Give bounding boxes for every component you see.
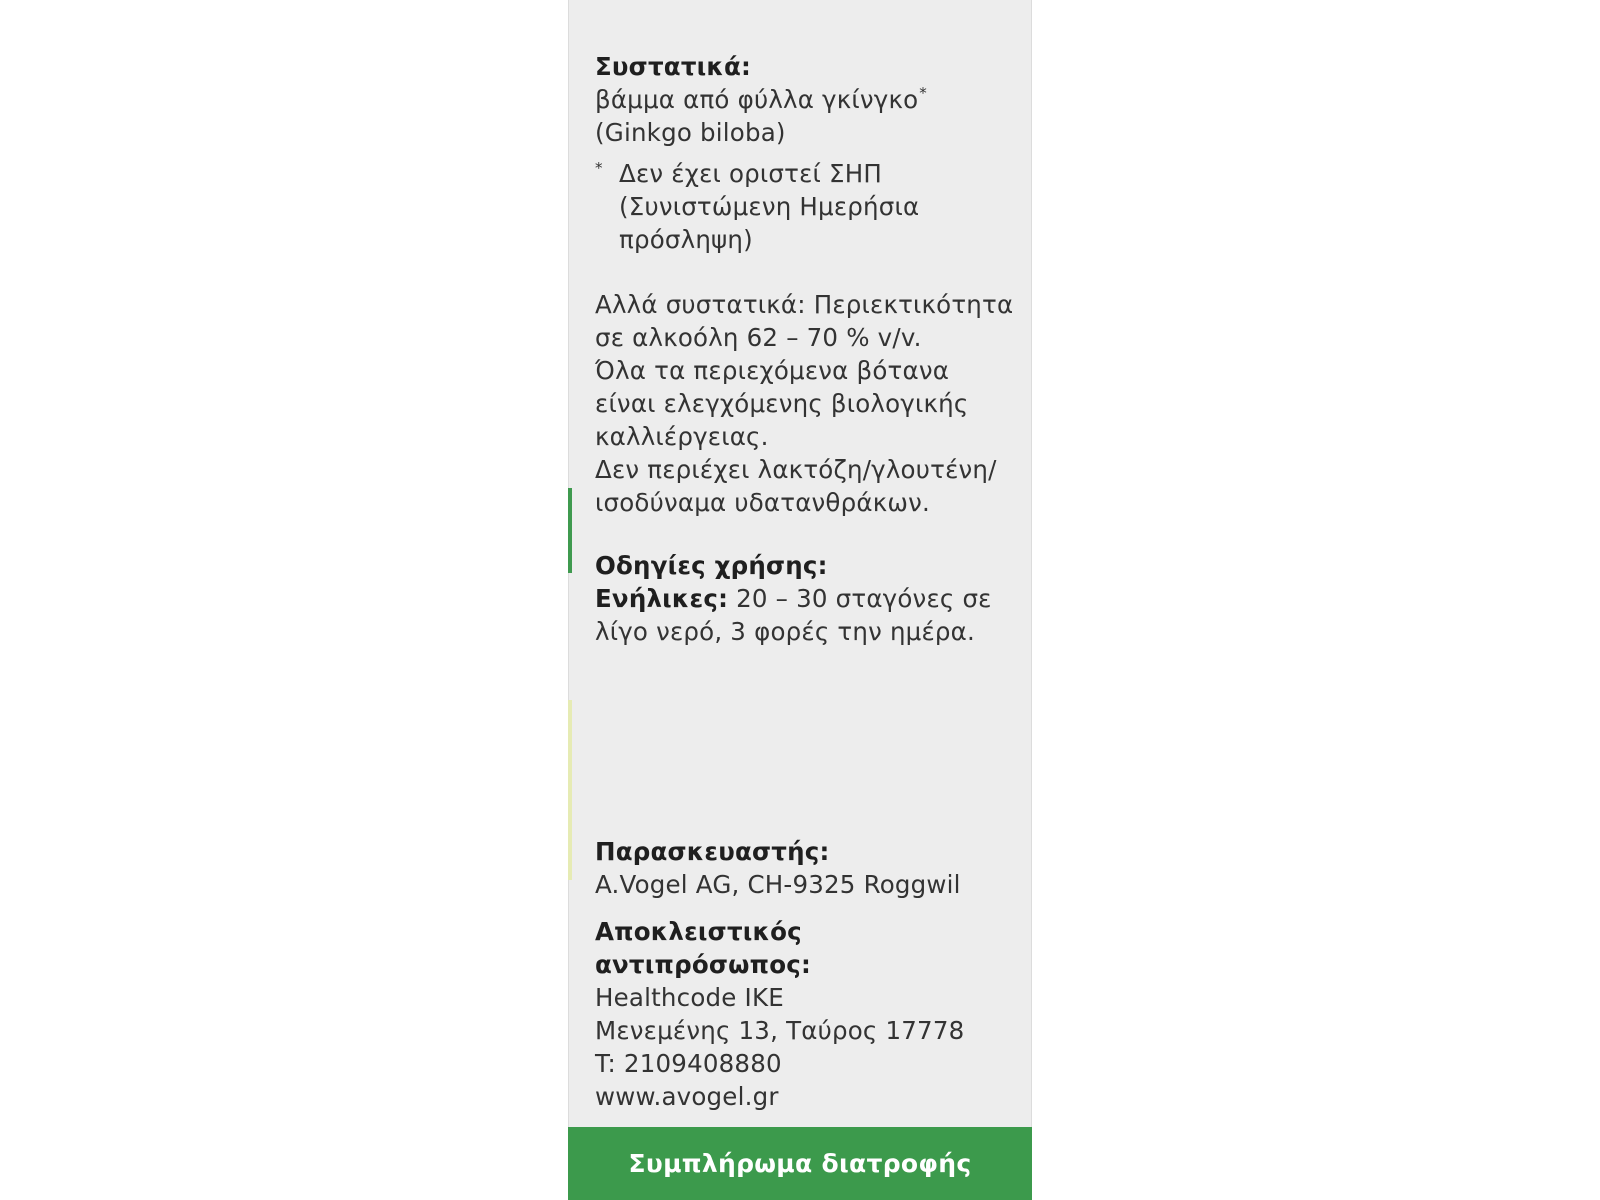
footnote-mark: *: [595, 159, 603, 177]
ingredients-line-1: [595, 83, 1015, 116]
other-line: είναι ελεγχόμενης βιολογικής: [595, 389, 969, 418]
ingredients-line-1-text: βάμμα από φύλλα γκίνγκο: [595, 85, 919, 114]
manufacturer-line: A.Vogel AG, CH-9325 Roggwil: [595, 870, 961, 899]
footnote-line: πρόσληψη): [619, 225, 753, 254]
usage-section: [595, 549, 1015, 648]
representative-line: Healthcode IKE: [595, 983, 784, 1012]
other-line: ισοδύναμα υδατανθράκων.: [595, 488, 930, 517]
footnote-line: Δεν έχει οριστεί ΣΗΠ: [619, 159, 882, 188]
representative-section: [595, 915, 1015, 1113]
other-ingredients: [595, 288, 1015, 519]
other-line: καλλιέργειας.: [595, 422, 769, 451]
label-text-block: [595, 50, 1015, 1113]
supplement-label: Συμπλήρωμα διατροφής: [628, 1149, 972, 1178]
usage-line-1: [595, 582, 1015, 615]
representative-heading: Αποκλειστικός αντιπρόσωπος:: [595, 917, 811, 979]
footnote: [595, 157, 1015, 256]
pale-edge-stripe: [568, 700, 572, 880]
representative-line: Μενεμένης 13, Ταύρος 17778: [595, 1016, 965, 1045]
manufacturer-section: [595, 835, 1015, 901]
adults-label: Ενήλικες:: [595, 584, 729, 613]
adults-text: 20 – 30 σταγόνες σε: [728, 584, 992, 613]
usage-line-2: λίγο νερό, 3 φορές την ημέρα.: [595, 617, 975, 646]
asterisk-mark: *: [919, 84, 927, 102]
other-line: Αλλά συστατικά: Περιεκτικότητα: [595, 290, 1014, 319]
representative-line: T: 2109408880: [595, 1049, 782, 1078]
manufacturer-heading: Παρασκευαστής:: [595, 837, 830, 866]
other-line: Δεν περιέχει λακτόζη/γλουτένη/: [595, 455, 997, 484]
other-line: σε αλκοόλη 62 – 70 % v/v.: [595, 323, 922, 352]
supplement-band: [568, 1127, 1032, 1200]
footnote-text: [619, 157, 919, 256]
ingredients-heading: Συστατικά:: [595, 52, 752, 81]
green-edge-stripe: [568, 488, 572, 573]
ingredients-line-2: (Ginkgo biloba): [595, 118, 786, 147]
other-line: Όλα τα περιεχόμενα βότανα: [595, 356, 950, 385]
representative-line: www.avogel.gr: [595, 1082, 779, 1111]
footnote-line: (Συνιστώμενη Ημερήσια: [619, 192, 920, 221]
usage-heading: Οδηγίες χρήσης:: [595, 551, 828, 580]
